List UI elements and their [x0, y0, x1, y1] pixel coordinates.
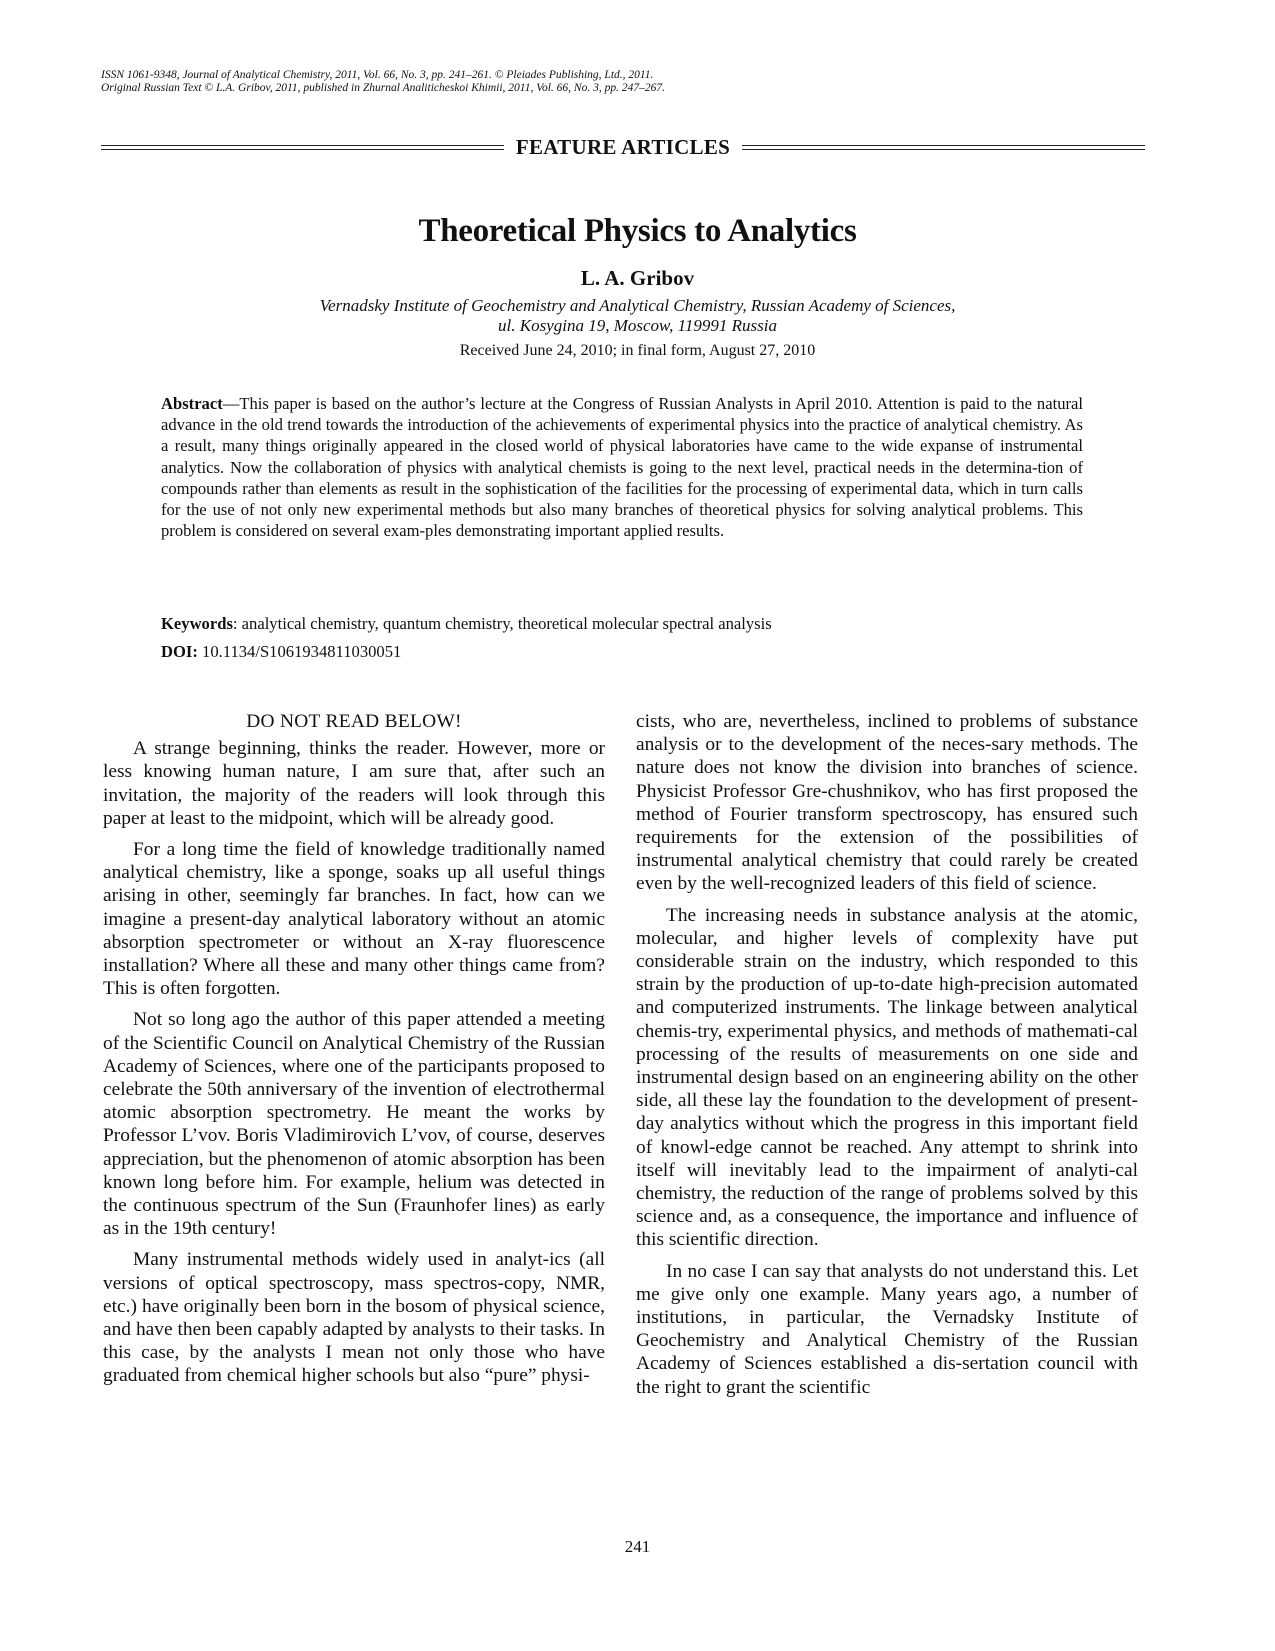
abstract-label: Abstract — [161, 394, 223, 413]
body-paragraph: The increasing needs in substance analysis at the atomic, molecular, and higher levels of complexity have put considerable strain on the industry, which responded to this strain by the production of up-to-date high-precision automated and computerized instruments. The linkage between analytical chemis-try, experimental physics, and methods of mathemati-cal processing of the results of measurements on one side and instrumental design based on an engineering ability on the other side, all these lay the foundation to the development of present-day analytics without which the progress in this important field of knowl-edge cannot be reached. Any attempt to shrink into itself will inevitably lead to the impairment of analyti-cal chemistry, the reduction of the range of problems solved by this science and, as a consequence, the importance and influence of this scientific direction. — [636, 904, 1138, 1251]
journal-header-line-2: Original Russian Text © L.A. Gribov, 2011, published in Zhurnal Analiticheskoi Khimii, 2011, Vol. 66, No. 3, pp. 247–267. — [101, 82, 665, 94]
author-name: L. A. Gribov — [580, 266, 695, 290]
body-paragraph: A strange beginning, thinks the reader. However, more or less knowing human nature, I am sure that, after such an invitation, the majority of the readers will look through this paper at least to the midpoint, which will be already good. — [103, 738, 605, 829]
column-heading: DO NOT READ BELOW! — [246, 711, 462, 732]
doi-text: 10.1134/S1061934811030051 — [197, 642, 402, 661]
body-paragraph: cists, who are, nevertheless, inclined to problems of substance analysis or to the development of the neces-sary methods. The nature does not know the division into branches of science. Physicist Professor Gre-chushnikov, who has first proposed the method of Fourier transform spectroscopy, has ensured such requirements for the extension of the possibilities of instrumental analytical chemistry that could rarely be created even by the well-recognized leaders of this field of science. — [636, 711, 1138, 895]
journal-header-line-1: ISSN 1061-9348, Journal of Analytical Chemistry, 2011, Vol. 66, No. 3, pp. 241–261. © Pleiades Publishing, Ltd., 2011. — [101, 69, 654, 81]
section-label: FEATURE ARTICLES — [515, 134, 731, 159]
page-number: 241 — [624, 1537, 651, 1556]
doi-label: DOI: — [161, 642, 198, 661]
keywords — [161, 614, 772, 634]
affiliation — [0, 296, 1275, 336]
abstract — [161, 393, 1083, 541]
paper-title: Theoretical Physics to Analytics — [418, 213, 857, 249]
journal-header — [101, 69, 665, 95]
section-rule-left — [101, 145, 504, 150]
affiliation-line-1: Vernadsky Institute of Geochemistry and Analytical Chemistry, Russian Academy of Sciences, — [319, 296, 956, 315]
body-paragraph: Many instrumental methods widely used in analyt-ics (all versions of optical spectroscopy, mass spectros-copy, NMR, etc.) have originally been born in the bosom of physical science, and have then been capably adapted by analysts to their tasks. In this case, by the analysts I mean not only those who have graduated from chemical higher schools but also “pure” physi- — [103, 1249, 605, 1387]
abstract-text: —This paper is based on the author’s lecture at the Congress of Russian Analysts in April 2010. Attention is paid to the natural advance in the old trend towards the introduction of the achievements of experimental physics into the practice of analytical chemistry. As a result, many things originally appeared in the closed world of physical laboratories have came to the wide expanse of instrumental analytics. Now the collaboration of physics with analytical chemists is going to the next level, practical needs in the determina-tion of compounds rather than elements as result in the sophistication of the facilities for the processing of experimental data, which in turn calls for the use of not only new experimental methods but also many branches of theoretical physics for solving analytical problems. This problem is considered on several exam-ples demonstrating important applied results. — [161, 394, 1083, 541]
doi — [161, 642, 401, 662]
keywords-text: : analytical chemistry, quantum chemistry, theoretical molecular spectral analysis — [232, 614, 772, 633]
keywords-label: Keywords — [161, 614, 233, 633]
section-rule-right — [742, 145, 1145, 150]
body-paragraph: For a long time the field of knowledge traditionally named analytical chemistry, like a sponge, soaks up all useful things arising in other, seemingly far branches. In fact, how can we imagine a present-day analytical laboratory without an atomic absorption spectrometer or without an X-ray fluorescence installation? Where all these and many other things came from? This is often forgotten. — [103, 839, 605, 1000]
affiliation-line-2: ul. Kosygina 19, Moscow, 119991 Russia — [498, 316, 777, 335]
body-paragraph: Not so long ago the author of this paper attended a meeting of the Scientific Council on Analytical Chemistry of the Russian Academy of Sciences, where one of the participants proposed to celebrate the 50th anniversary of the invention of electrothermal atomic absorption spectrometry. He meant the works by Professor L’vov. Boris Vladimirovich L’vov, of course, deserves appreciation, but the phenomenon of atomic absorption has been known long before him. For example, helium was detected in the continuous spectrum of the Sun (Fraunhofer lines) as early as in the 19th century! — [103, 1009, 605, 1240]
received-dates: Received June 24, 2010; in final form, August 27, 2010 — [459, 342, 816, 359]
section-banner — [101, 132, 1145, 162]
body-paragraph: In no case I can say that analysts do not understand this. Let me give only one example. Many years ago, a number of institutions, in particular, the Vernadsky Institute of Geochemistry and Analytical Chemistry of the Russian Academy of Sciences established a dis-sertation council with the right to grant the scientific — [636, 1260, 1138, 1398]
right-column — [636, 710, 1138, 1407]
left-column — [103, 710, 605, 1396]
